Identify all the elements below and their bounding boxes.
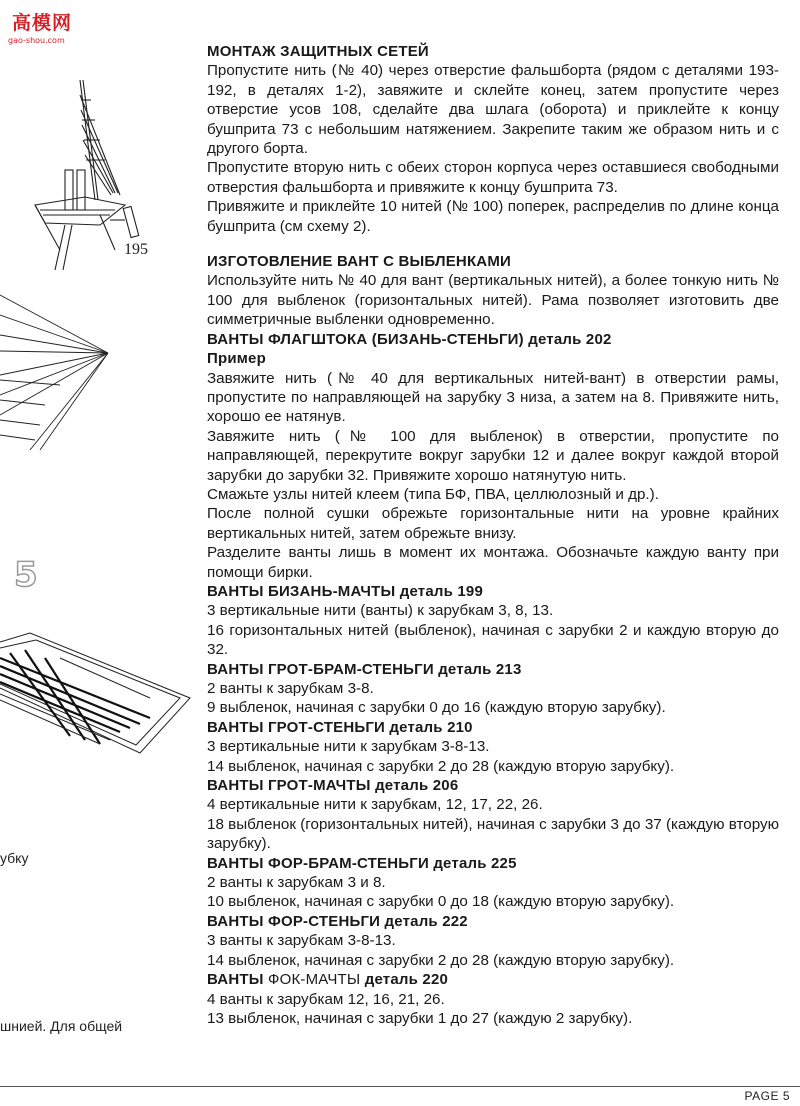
left-fragment-1: убку [0,850,29,866]
section-title-206: ВАНТЫ ГРОТ-МАЧТЫ деталь 206 [207,777,459,795]
paragraph: Завяжите нить (№ 40 для вертикальных нитей-вант) в отверстии рамы, пропустите по направляющей на зарубку 3 низа, а затем на 8. Привяжите нить, хорошо ее натянув. [207,369,779,426]
left-fragment-2: шнией. Для общей [0,1018,123,1034]
paragraph: Привяжите и приклейте 10 нитей (№ 100) поперек, распределив по длине конца бушприта (см схему 2). [207,198,779,235]
section-title-225: ВАНТЫ ФОР-БРАМ-СТЕНЬГИ деталь 225 [207,854,517,872]
paragraph: 13 выбленок, начиная с зарубки 1 до 27 (каждую 2 зарубку). [207,1009,633,1027]
rigging-frame-illustration [0,628,200,763]
paragraph: 2 ванты к зарубкам 3 и 8. [207,874,386,892]
figure-label-195: 195 [124,241,148,258]
paragraph: 3 ванты к зарубкам 3-8-13. [207,932,396,950]
paragraph: Пропустите нить (№ 40) через отверстие фальшборта (рядом с деталями 193-192, в деталях 1-2), завяжите и склейте конец, затем пропустите через отверстие усов 108, сделайте два шлага (оборота) и приклейте к концу бушприта 73 с небольшим натяжением. Закрепите таким же образом нить и с другого борта. [207,62,779,158]
paragraph: 4 вертикальные нити к зарубкам, 12, 17, 22, 26. [207,796,543,814]
paragraph: 3 вертикальные нити (ванты) к зарубкам 3, 8, 13. [207,602,554,620]
paragraph: Смажьте узлы нитей клеем (типа БФ, ПВА, целлюлозный и др.). [207,485,659,503]
paragraph: 14 выбленок, начиная с зарубки 2 до 28 (каждую вторую зарубку). [207,757,675,775]
site-logo [4,6,74,45]
paragraph: 18 выбленок (горизонтальных нитей), начиная с зарубки 3 до 37 (каждую вторую зарубку). [207,815,779,853]
paragraph: Пропустите вторую нить с обеих сторон корпуса через оставшиеся свободными отверстия фальшборта и привяжите к концу бушприта 73. [207,159,779,196]
logo-url: gao-shou.com [8,36,65,45]
section-title-210: ВАНТЫ ГРОТ-СТЕНЬГИ деталь 210 [207,718,473,736]
page-number: PAGE 5 [744,1089,790,1103]
paragraph: Завяжите нить (№ 100 для выбленок) в отверстии, пропустите по направляющей, перекрутите вокруг зарубки 12 и далее вокруг каждой второй зарубки до зарубки 32. Привяжите хорошо натянутую нить. [207,427,779,484]
paragraph: 9 выбленок, начиная с зарубки 0 до 16 (каждую вторую зарубку). [207,699,666,717]
paragraph: 4 ванты к зарубкам 12, 16, 21, 26. [207,990,445,1008]
section-title-shrouds: ИЗГОТОВЛЕНИЕ ВАНТ С ВЫБЛЕНКАМИ [207,253,512,271]
paragraph: После полной сушки обрежьте горизонтальные нити на уровне крайних вертикальных нитей, затем обрежьте внизу. [207,505,779,542]
paragraph: 14 выбленок, начиная с зарубки 2 до 28 (каждую вторую зарубку). [207,951,675,969]
paragraph: 2 ванты к зарубкам 3-8. [207,680,374,697]
paragraph: 3 вертикальные нити к зарубкам 3-8-13. [207,738,490,756]
logo-text: 高模网 [12,13,73,34]
paragraph: Разделите ванты лишь в момент их монтажа. Обозначьте каждую ванту при помощи бирки. [207,544,779,581]
section-title-222: ВАНТЫ ФОР-СТЕНЬГИ деталь 222 [207,912,468,930]
section-title-199: ВАНТЫ БИЗАНЬ-МАЧТЫ деталь 199 [207,582,484,600]
section-subtitle-example: Пример [207,350,266,368]
section-title-220: ВАНТЫ ФОК-МАЧТЫ деталь 220 [207,971,449,989]
section-number: 5 [14,555,38,595]
footer-divider [0,1086,800,1087]
instructions-column [207,42,779,1028]
section-title-202: ВАНТЫ ФЛАГШТОКА (БИЗАНЬ-СТЕНЬГИ) деталь 202 [207,330,612,348]
paragraph: 10 выбленок, начиная с зарубки 0 до 18 (каждую вторую зарубку). [207,893,675,911]
paragraph: Используйте нить № 40 для вант (вертикальных нитей), а более тонкую нить № 100 для выбленок (горизонтальных нитей). Рама позволяет изготовить две симметричные выбленки одновременно. [207,272,779,329]
section-title-nets: МОНТАЖ ЗАЩИТНЫХ СЕТЕЙ [207,43,429,60]
section-title-213: ВАНТЫ ГРОТ-БРАМ-СТЕНЬГИ деталь 213 [207,660,522,678]
paragraph: 16 горизонтальных нитей (выбленок), начиная с зарубки 2 и каждую вторую до 32. [207,621,779,659]
rigging-lines-illustration [0,285,130,455]
